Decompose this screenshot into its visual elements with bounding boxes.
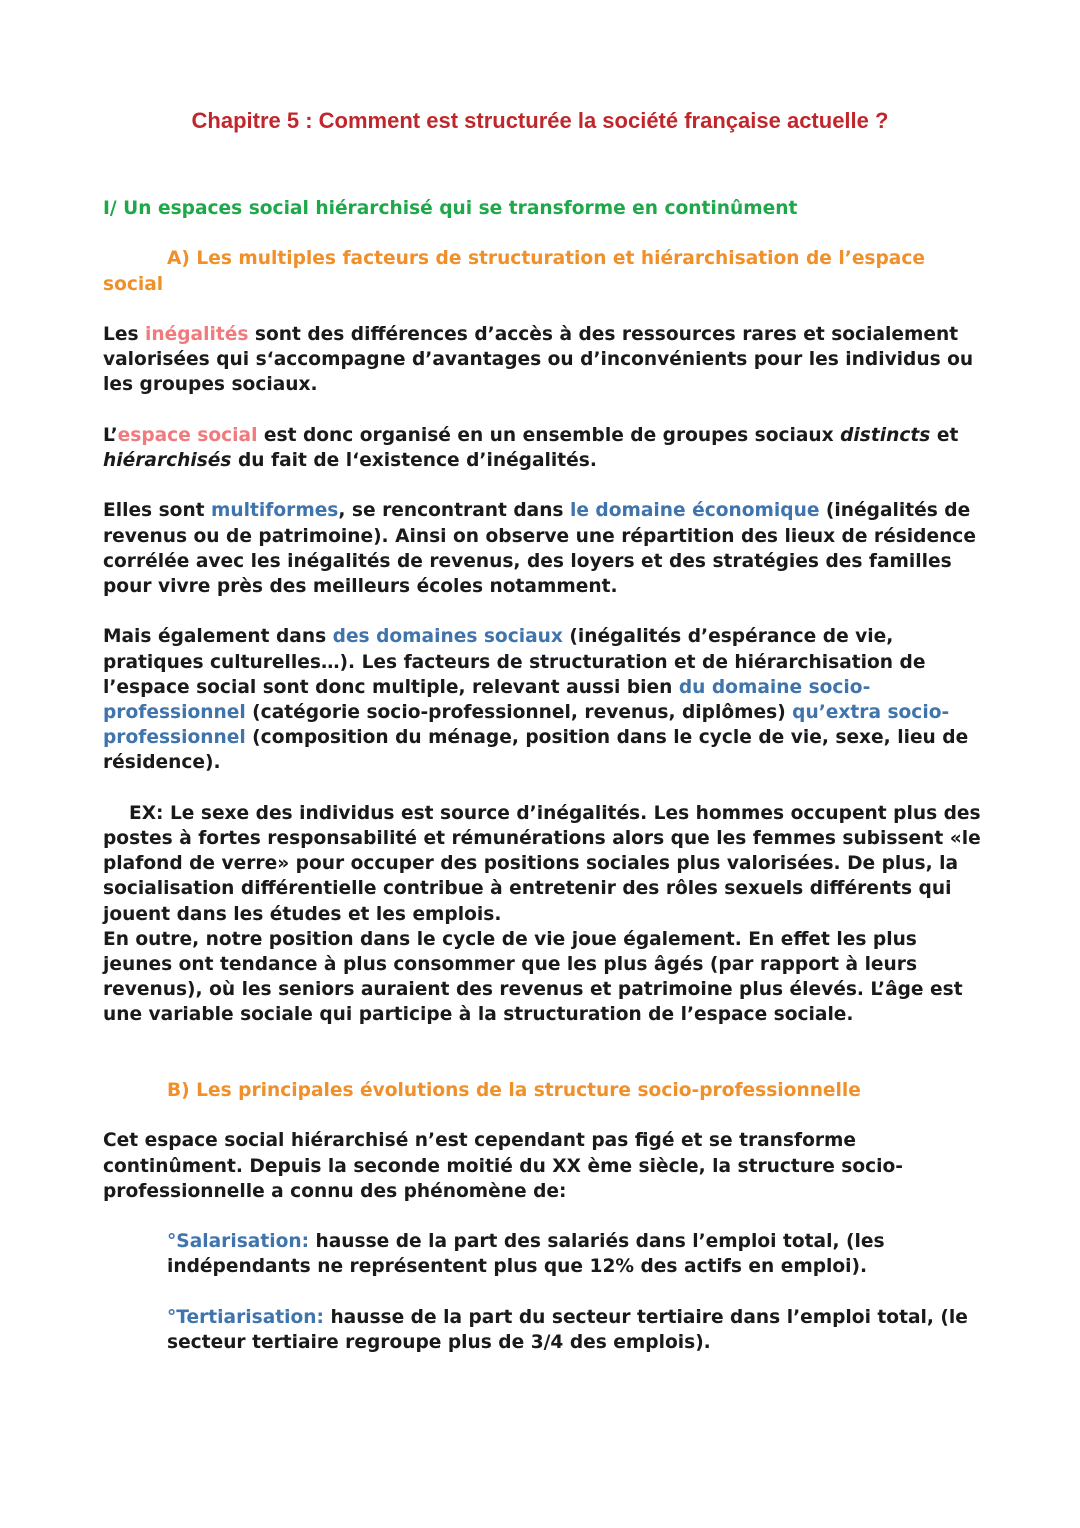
term-socio-professionnel: du domaine socio-professionnel <box>103 676 871 723</box>
text-run: hausse de la part des salariés dans l’emploi total, (les indépendants ne représentent plus que 12% des actifs en emploi). <box>167 1231 885 1278</box>
text-run: (composition du ménage, position dans le cycle de vie, sexe, lieu de résidence). <box>103 727 969 774</box>
term-multiformes: multiformes <box>211 500 339 522</box>
text-run: Les <box>103 323 145 345</box>
text-run: du fait de l‘existence d’inégalités. <box>231 449 597 471</box>
subsection-heading-b-text: B) Les principales évolutions de la structure socio-professionnelle <box>167 1079 861 1101</box>
subsection-heading-b <box>103 1078 983 1103</box>
subsection-heading-a <box>103 246 983 296</box>
text-run: Elles sont <box>103 500 212 522</box>
page-title: Chapitre 5 : Comment est structurée la société française actuelle ? <box>191 108 889 133</box>
list-item-salarisation <box>167 1229 983 1279</box>
paragraph-transformation: Cet espace social hiérarchisé n’est cependant pas figé et se transforme continûment. Depuis la seconde moitié du XX ème siècle, la structure socio-professionnelle a connu des phénomène de: <box>103 1130 904 1202</box>
term-extra-socio-professionnel: qu’extra socio-professionnel <box>103 701 950 749</box>
text-run: , se rencontrant dans <box>338 500 570 522</box>
text-run: et <box>930 424 959 446</box>
emphasis-hierarchises: hiérarchisés <box>103 449 232 471</box>
term-espace-social: espace social <box>117 424 258 446</box>
text-run: EX: Le sexe des individus est source d’inégalités. Les hommes occupent plus des postes à fortes responsabilité et rémunérations alors que les femmes subissent «le plafond de verre» pour occuper des positions sociales plus valorisées. De plus, la socialisation différentielle contribue à entretenir des rôles sexuels différents qui jouent dans les études et les emplois. <box>103 802 981 925</box>
paragraph-inegalites <box>103 322 983 398</box>
paragraph-domaines-sociaux <box>103 624 983 775</box>
term-inegalites: inégalités <box>145 323 249 345</box>
subsection-heading-a-text: A) Les multiples facteurs de structuration et hiérarchisation de l’espace social <box>103 248 925 295</box>
text-run: (inégalités de revenus ou de patrimoine). Ainsi on observe une répartition des lieux de résidence corrélée avec les inégalités de revenus, des loyers et des stratégies des familles pour vivre près des meilleurs écoles notamment. <box>103 500 976 597</box>
text-run: Mais également dans <box>103 626 333 648</box>
section-heading-1: I/ Un espaces social hiérarchisé qui se transforme en continûment <box>103 198 798 219</box>
paragraph-example-sexe <box>103 801 983 927</box>
paragraph-espace-social <box>103 423 983 473</box>
term-domaines-sociaux: des domaines sociaux <box>332 626 563 648</box>
text-run: sont des différences d’accès à des ressources rares et socialement valorisées qui s‘accompagne d’avantages ou d’inconvénients pour les individus ou les groupes sociaux. <box>103 323 974 396</box>
text-run: (catégorie socio-professionnel, revenus, diplômes) <box>245 701 793 723</box>
list-item-tertiarisation <box>167 1305 983 1355</box>
text-run: est donc organisé en un ensemble de groupes sociaux <box>257 424 841 446</box>
term-salarisation: °Salarisation: <box>167 1231 310 1253</box>
text-run: L’ <box>103 424 118 446</box>
paragraph-cycle-de-vie: En outre, notre position dans le cycle de vie joue également. En effet les plus jeunes ont tendance à plus consommer que les plus âgés (par rapport à leurs revenus), où les seniors auraient des revenus et patrimoine plus élevés. L’âge est une variable sociale qui participe à la structuration de l’espace sociale. <box>103 928 963 1026</box>
emphasis-distincts: distincts <box>840 424 931 446</box>
text-run: (inégalités d’espérance de vie, pratiques culturelles…). Les facteurs de structuration et de hiérarchisation de l’espace social sont donc multiple, relevant aussi bien <box>103 626 926 698</box>
text-run: hausse de la part du secteur tertiaire dans l’emploi total, (le secteur tertiaire regroupe plus de 3/4 des emplois). <box>167 1306 968 1353</box>
term-domaine-economique: le domaine économique <box>569 500 820 522</box>
term-tertiarisation: °Tertiarisation: <box>167 1306 324 1328</box>
document-body <box>103 196 983 1355</box>
paragraph-multiformes <box>103 498 983 599</box>
